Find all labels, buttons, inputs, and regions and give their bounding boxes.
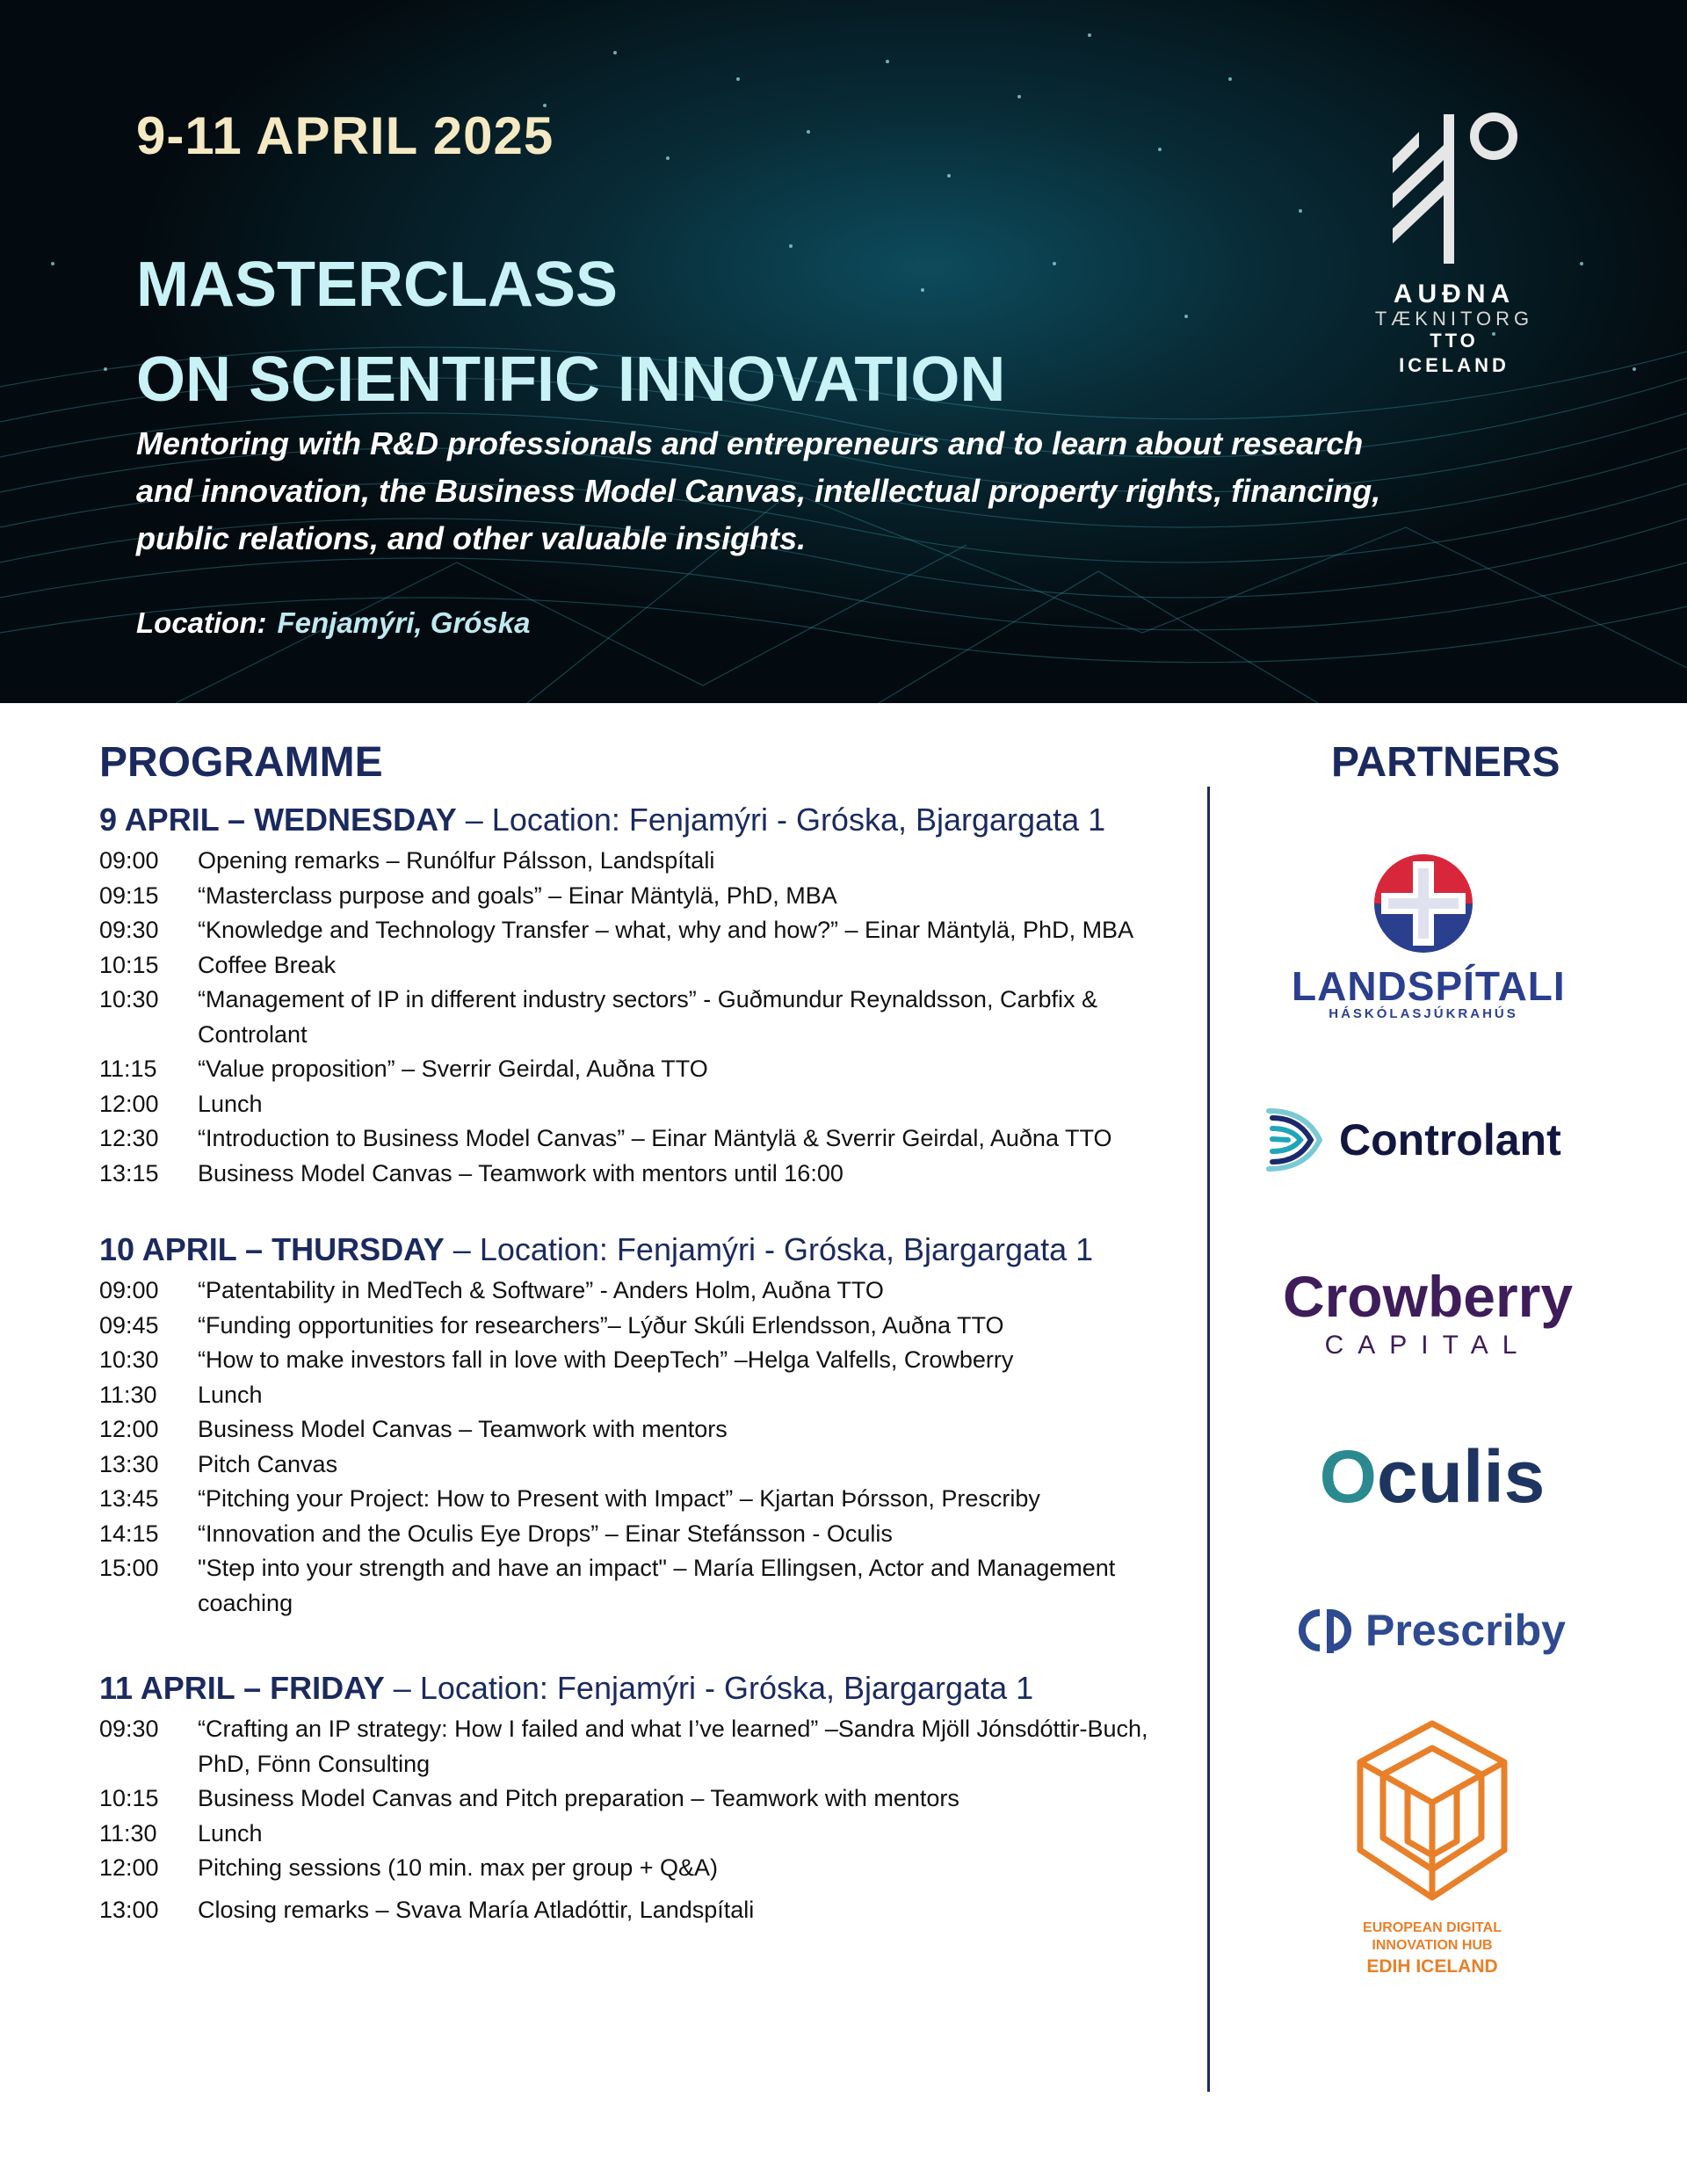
event-title — [136, 237, 1005, 427]
schedule-row — [99, 1817, 1180, 1852]
edih-line2: INNOVATION HUB — [1372, 1938, 1493, 1953]
schedule-row — [99, 1412, 1180, 1448]
schedule-desc: Closing remarks – Svava María Atladóttir, Landspítali — [198, 1896, 755, 1923]
schedule-time: 12:00 — [99, 1854, 159, 1881]
prescriby-mark-icon — [1293, 1604, 1357, 1657]
schedule-desc: “Introduction to Business Model Canvas” – Einar Mäntylä & Sverrir Geirdal, Auðna TTO — [198, 1125, 1112, 1151]
controlant-logo — [1265, 1107, 1599, 1172]
crowberry-sub: CAPITAL — [1324, 1331, 1531, 1360]
schedule-time: 10:30 — [99, 986, 159, 1012]
schedule-row — [99, 1893, 1180, 1928]
schedule-row — [99, 1157, 1180, 1192]
day-title-location: – Location: Fenjamýri - Gróska, Bjargargata 1 — [384, 1670, 1034, 1706]
schedule-desc: “How to make investors fall in love with DeepTech” –Helga Valfells, Crowberry — [198, 1346, 1014, 1373]
schedule-desc: Lunch — [198, 1381, 263, 1408]
schedule-time: 11:30 — [99, 1819, 157, 1847]
controlant-name: Controlant — [1339, 1115, 1561, 1165]
schedule-time: 13:15 — [99, 1159, 159, 1186]
schedule-time: 13:45 — [99, 1485, 159, 1512]
day-title-date: 11 APRIL – FRIDAY — [99, 1670, 385, 1706]
schedule-row — [99, 1273, 1180, 1309]
day-title-date: 9 APRIL – WEDNESDAY — [99, 802, 457, 838]
schedule-desc: Business Model Canvas and Pitch preparation – Teamwork with mentors — [198, 1785, 959, 1811]
schedule-time: 10:15 — [99, 951, 159, 978]
schedule-desc: Coffee Break — [198, 951, 337, 978]
location-label: Location: — [136, 606, 267, 639]
audna-sub: TTO ICELAND — [1399, 330, 1510, 376]
event-location — [136, 606, 530, 640]
schedule-time: 09:30 — [99, 1716, 159, 1742]
schedule-desc: Lunch — [198, 1090, 263, 1117]
day-title-location: – Location: Fenjamýri - Gróska, Bjargargata 1 — [456, 802, 1106, 838]
schedule-row — [99, 1343, 1180, 1378]
oculis-o: O — [1319, 1435, 1377, 1518]
prescriby-logo — [1293, 1604, 1575, 1657]
edih-line3: EDIH ICELAND — [1366, 1956, 1498, 1977]
day-title — [99, 1231, 1180, 1268]
schedule-row — [99, 948, 1180, 983]
schedule-desc: “Management of IP in different industry sectors” - Guðmundur Reynaldsson, Carbfix & Controlant — [198, 986, 1097, 1048]
schedule-row — [99, 1551, 1180, 1621]
landspitali-logo — [1292, 853, 1566, 1021]
schedule-row — [99, 1712, 1180, 1781]
landspitali-cross-icon — [1362, 853, 1485, 954]
schedule-desc: Lunch — [198, 1819, 263, 1847]
schedule-desc: Business Model Canvas – Teamwork with mentors — [198, 1416, 728, 1442]
oculis-rest: culis — [1376, 1435, 1546, 1518]
schedule-row — [99, 879, 1180, 914]
schedule-desc: “Crafting an IP strategy: How I failed and what I’ve learned” –Sandra Mjöll Jónsdóttir-Buch, PhD, Fönn Consulting — [198, 1716, 1148, 1777]
schedule-desc: “Patentability in MedTech & Software” - Anders Holm, Auðna TTO — [198, 1277, 884, 1303]
schedule-row — [99, 1309, 1180, 1344]
schedule-row — [99, 1781, 1180, 1817]
schedule-time: 09:30 — [99, 917, 159, 943]
edih-logo — [1344, 1718, 1520, 1979]
day-title-date: 10 APRIL – THURSDAY — [99, 1231, 445, 1267]
day-section-1 — [99, 802, 1180, 1191]
schedule-row — [99, 1378, 1180, 1413]
schedule-time: 12:00 — [99, 1416, 159, 1442]
schedule-desc: “Masterclass purpose and goals” – Einar Mäntylä, PhD, MBA — [198, 882, 837, 909]
audna-tagline: TÆKNITORG — [1374, 308, 1534, 330]
schedule-row — [99, 1851, 1180, 1886]
schedule-desc: “Knowledge and Technology Transfer – what, why and how?” – Einar Mäntylä, PhD, MBA — [198, 917, 1134, 943]
schedule-time: 10:15 — [99, 1785, 159, 1811]
schedule-desc: "Step into your strength and have an impact" – María Ellingsen, Actor and Management coaching — [198, 1555, 1116, 1616]
column-divider — [1207, 787, 1210, 2092]
audna-mark-icon — [1375, 97, 1533, 272]
oculis-logo — [1309, 1437, 1555, 1516]
schedule-time: 09:15 — [99, 882, 159, 909]
schedule-desc: “Innovation and the Oculis Eye Drops” – Einar Stefánsson - Oculis — [198, 1520, 893, 1547]
schedule-desc: Pitching sessions (10 min. max per group + Q&A) — [198, 1854, 719, 1881]
day-title — [99, 1670, 1180, 1707]
prescriby-name: Prescriby — [1365, 1606, 1566, 1655]
schedule-time: 13:30 — [99, 1450, 159, 1477]
hero-banner — [0, 0, 1687, 703]
schedule-row — [99, 913, 1180, 948]
schedule-time: 09:00 — [99, 847, 159, 874]
schedule-row — [99, 1448, 1180, 1483]
schedule-row — [99, 1121, 1180, 1157]
programme-heading: PROGRAMME — [99, 739, 383, 786]
audna-name: AUÐNA — [1393, 279, 1516, 308]
partners-heading: PARTNERS — [1331, 739, 1560, 786]
schedule-row — [99, 1087, 1180, 1122]
schedule-time: 11:30 — [99, 1381, 157, 1408]
schedule-time: 15:00 — [99, 1555, 159, 1581]
audna-logo — [1371, 97, 1538, 378]
schedule-row — [99, 1482, 1180, 1517]
schedule-time: 09:45 — [99, 1311, 159, 1339]
schedule-time: 13:00 — [99, 1896, 159, 1923]
schedule-desc: Business Model Canvas – Teamwork with mentors until 16:00 — [198, 1159, 844, 1186]
schedule-desc: Opening remarks – Runólfur Pálsson, Landspítali — [198, 847, 715, 874]
landspitali-sub: HÁSKÓLASJÚKRAHÚS — [1329, 1006, 1518, 1021]
day-title-location: – Location: Fenjamýri - Gróska, Bjargargata 1 — [444, 1231, 1094, 1267]
schedule-desc: “Funding opportunities for researchers”– Lýður Skúli Erlendsson, Auðna TTO — [198, 1311, 1004, 1339]
location-value: Fenjamýri, Gróska — [277, 606, 531, 639]
landspitali-name: LANDSPÍTALI — [1292, 963, 1566, 1009]
schedule-desc: Pitch Canvas — [198, 1450, 338, 1477]
schedule-desc: “Pitching your Project: How to Present with Impact” – Kjartan Þórsson, Prescriby — [198, 1485, 1040, 1512]
day-section-3 — [99, 1670, 1180, 1927]
schedule-desc: “Value proposition” – Sverrir Geirdal, Auðna TTO — [198, 1056, 708, 1082]
schedule-row — [99, 983, 1180, 1052]
edih-cube-icon — [1353, 1718, 1511, 1903]
schedule-time: 09:00 — [99, 1277, 159, 1303]
event-title-line2: ON SCIENTIFIC INNOVATION — [136, 345, 1006, 415]
crowberry-name: Crowberry — [1282, 1264, 1574, 1329]
schedule-row — [99, 844, 1180, 879]
day-title — [99, 802, 1180, 838]
schedule-row — [99, 1052, 1180, 1087]
schedule-time: 12:00 — [99, 1090, 159, 1117]
controlant-mark-icon — [1265, 1107, 1327, 1172]
schedule-time: 14:15 — [99, 1520, 159, 1547]
crowberry-logo — [1274, 1266, 1582, 1360]
schedule-row — [99, 1517, 1180, 1552]
schedule-time: 12:30 — [99, 1125, 159, 1151]
event-date: 9-11 APRIL 2025 — [136, 106, 554, 165]
event-title-line1: MASTERCLASS — [136, 250, 619, 320]
day-section-2 — [99, 1231, 1180, 1621]
schedule-time: 10:30 — [99, 1346, 159, 1373]
edih-line1: EUROPEAN DIGITAL — [1363, 1920, 1502, 1935]
schedule-time: 11:15 — [99, 1056, 157, 1082]
event-subtitle: Mentoring with R&D professionals and entrepreneurs and to learn about research and innovation, the Business Model Canvas, intellectual property rights, financing, public relations, and other valuable insights. — [136, 425, 1381, 556]
